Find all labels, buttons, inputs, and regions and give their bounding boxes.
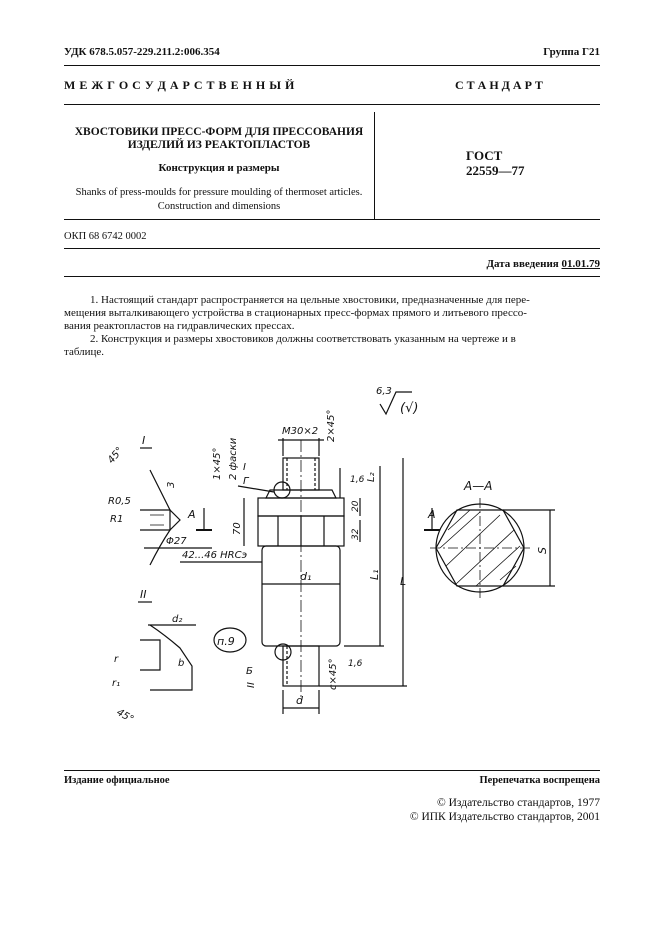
dim-b: b	[178, 658, 185, 669]
banner-right: С Т А Н Д А Р Т	[455, 78, 543, 92]
dim-c: c×45°	[328, 658, 339, 690]
copyright-2001: © ИПК Издательство стандартов, 2001	[409, 811, 600, 823]
angle-45: 45°	[105, 445, 126, 466]
dim-1-6: 1,6	[350, 475, 365, 485]
hardness: 42...46 HRCэ	[182, 550, 248, 561]
paragraph-1-line-3: вания реактопластов на гидравлических прессах.	[64, 320, 295, 332]
view-I-title: I	[142, 434, 146, 447]
r05: R0,5	[108, 496, 131, 507]
okp-code: ОКП 68 6742 0002	[64, 231, 147, 242]
angle-45b: 45°	[114, 707, 136, 726]
chamfer-small: 1×45°	[212, 447, 223, 480]
title-en	[64, 186, 374, 214]
copyright-1977: © Издательство стандартов, 1977	[436, 797, 600, 809]
dim-d2: d₂	[172, 614, 183, 625]
title-subtitle: Конструкция и размеры	[158, 162, 280, 174]
udk-code: УДК 678.5.057-229.211.2:006.354	[64, 46, 220, 58]
date-rule	[64, 276, 600, 277]
title-bottom-rule	[64, 219, 600, 220]
technical-drawing	[0, 370, 661, 730]
dim-L: L	[400, 575, 407, 588]
dim-S: S	[536, 547, 549, 554]
intro-date-value: 01.01.79	[561, 258, 600, 270]
dim-3: 3	[166, 481, 177, 488]
copyright	[410, 796, 600, 824]
dia27: Φ27	[166, 536, 187, 547]
banner-rule	[64, 104, 600, 105]
group-code: Группа Г21	[543, 46, 600, 58]
gost-block	[466, 148, 525, 178]
intro-date-label: Дата введения	[486, 258, 559, 270]
dim-d: d	[296, 694, 303, 707]
okp-rule	[64, 248, 600, 249]
section-label: А—А	[464, 479, 493, 493]
section-mark-left: А	[188, 508, 196, 521]
gost-label: ГОСТ	[466, 148, 503, 163]
title-line-2: ИЗДЕЛИЙ ИЗ РЕАКТОПЛАСТОВ	[127, 139, 311, 151]
view-II-ref: II	[246, 682, 257, 688]
chamfers-note: 2 фаски	[228, 437, 239, 480]
roughness-mark: (√)	[400, 401, 419, 416]
mark-B: Б	[246, 666, 253, 677]
intro-date	[486, 258, 600, 270]
dim-70: 70	[232, 522, 243, 535]
dim-L1: L₁	[368, 569, 381, 580]
footer-left: Издание официальное	[64, 775, 170, 786]
note-ref: п.9	[217, 635, 235, 648]
top-rule	[64, 65, 600, 66]
dim-1-6b: 1,6	[348, 659, 363, 669]
paragraph-2-line-1: 2. Конструкция и размеры хвостовиков должны соответствовать указанным на чертеже и в	[90, 333, 516, 345]
paragraph-2-line-2: таблице.	[64, 346, 105, 358]
paragraph-1-line-2: мещения выталкивающего устройства в стационарных пресс-формах прямого и литьевого прессо-	[64, 307, 527, 319]
view-I-ref: I	[243, 462, 246, 473]
chamfer-top: 2×45°	[326, 409, 337, 442]
mark-G: Г	[243, 476, 249, 487]
banner-left: М Е Ж Г О С У Д А Р С Т В Е Н Н Ы Й	[64, 78, 295, 92]
dim-20: 20	[351, 500, 361, 512]
title-line-1: ХВОСТОВИКИ ПРЕСС-ФОРМ ДЛЯ ПРЕССОВАНИЯ	[74, 126, 364, 138]
footer-right: Перепечатка воспрещена	[479, 775, 600, 786]
title-en-line-1: Shanks of press-moulds for pressure moulding of thermoset articles.	[75, 187, 363, 198]
title-divider	[374, 112, 375, 220]
paragraph-1-line-1: 1. Настоящий стандарт распространяется на цельные хвостовики, предназначенные для пере-	[90, 294, 530, 306]
r1-small: r₁	[112, 678, 121, 689]
title-ru	[64, 126, 374, 152]
section-mark-right: А	[428, 508, 436, 521]
r1: R1	[110, 514, 124, 525]
view-II-title: II	[140, 588, 147, 601]
detail-II-profile	[150, 625, 192, 690]
body-text	[64, 294, 600, 359]
dim-32: 32	[351, 528, 361, 540]
dim-d1: d₁	[300, 570, 312, 583]
dim-L2: L₂	[366, 472, 377, 482]
gost-number: 22559—77	[466, 163, 525, 178]
thread-label: М30×2	[282, 426, 319, 437]
footer-rule	[64, 770, 600, 771]
r-small: r	[114, 654, 119, 665]
title-en-line-2: Construction and dimensions	[157, 201, 281, 212]
roughness-value: 6,3	[376, 386, 392, 397]
